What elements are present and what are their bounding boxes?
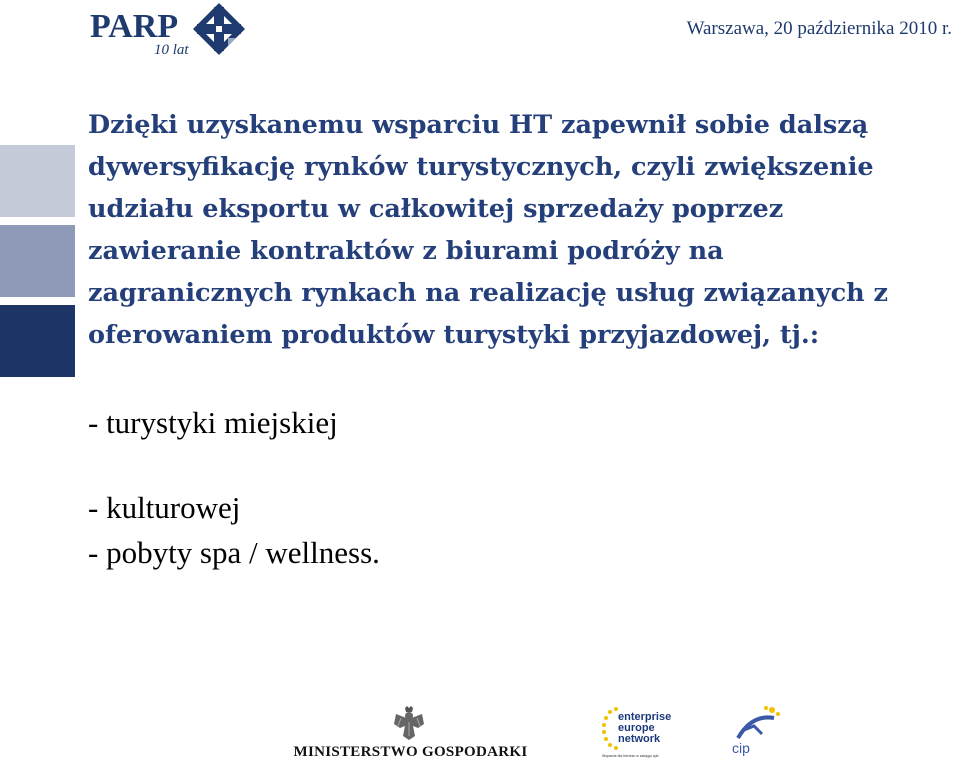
paragraph-line: zagranicznych rynkach na realizację usług związanych z xyxy=(88,278,888,308)
cip-logo xyxy=(728,704,788,760)
side-bar-light xyxy=(0,145,75,217)
cip-wordmark: cip xyxy=(732,740,750,756)
main-paragraph xyxy=(88,104,953,356)
een-tagline: Wsparcie dla biznesu w zasięgu ręki xyxy=(602,754,659,758)
een-wordmark xyxy=(618,712,671,745)
paragraph-line: oferowaniem produktów turystyki przyjazdowej, tj.: xyxy=(88,320,820,350)
list-item-city-tourism: - turystyki miejskiej xyxy=(88,405,338,440)
list-item-cultural: - kulturowej xyxy=(88,490,241,525)
een-word-enterprise: enterprise xyxy=(618,711,672,723)
parp-logo xyxy=(90,4,250,60)
parp-logo-subtitle: 10 lat xyxy=(154,42,189,58)
paragraph-line: Dzięki uzyskanemu wsparciu HT zapewnił sobie dalszą xyxy=(88,110,869,140)
date-line: Warszawa, 20 października 2010 r. xyxy=(686,18,952,39)
cip-figure-icon xyxy=(728,704,788,744)
parp-logo-word: PARP xyxy=(90,8,179,45)
paragraph-line: zawieranie kontraktów z biurami podróży na xyxy=(88,236,724,266)
een-word-europe: europe xyxy=(618,722,655,734)
parp-diamond-icon xyxy=(192,2,246,56)
paragraph-line: dywersyfikację rynków turystycznych, czyli zwiększenie xyxy=(88,152,874,182)
een-logo xyxy=(600,704,670,760)
paragraph-line: udziału eksportu w całkowitej sprzedaży poprzez xyxy=(88,194,784,224)
ministry-logo xyxy=(288,706,533,762)
een-word-network: network xyxy=(618,733,661,745)
polish-eagle-icon xyxy=(392,706,426,742)
list-item-spa-wellness: - pobyty spa / wellness. xyxy=(88,535,380,570)
ministry-name: MINISTERSTWO GOSPODARKI xyxy=(293,744,528,760)
side-bar-dark xyxy=(0,305,75,377)
side-bar-mid xyxy=(0,225,75,297)
